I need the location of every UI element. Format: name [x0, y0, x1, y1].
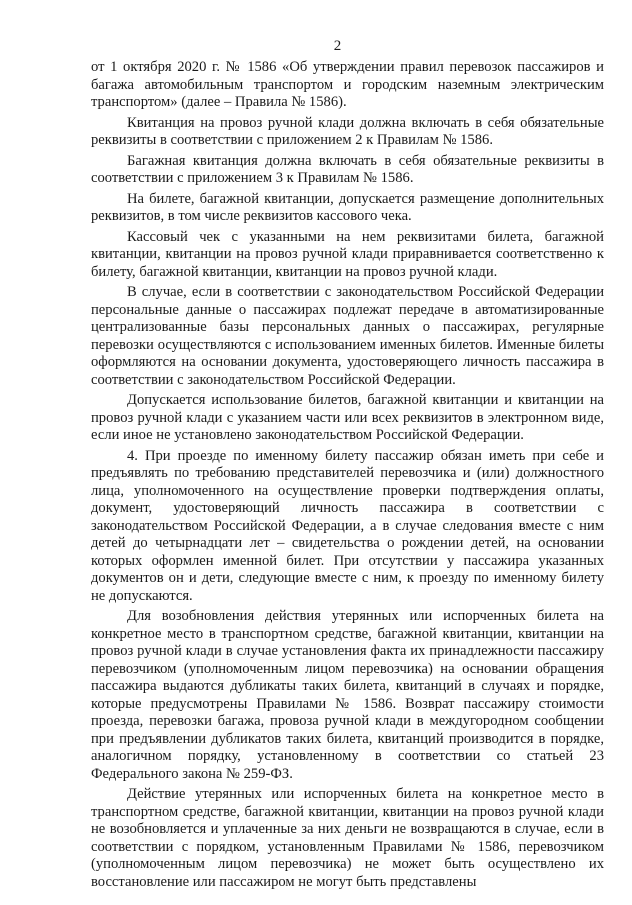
paragraph: Квитанция на провоз ручной клади должна включать в себя обязательные реквизиты в соответствии с приложением 2 к Правилам № 1586.	[91, 114, 604, 148]
paragraph: На билете, багажной квитанции, допускается размещение дополнительных реквизитов, в том числе реквизитов кассового чека.	[91, 190, 604, 224]
paragraph: Действие утерянных или испорченных билета на конкретное место в транспортном средстве, багажной квитанции, квитанции на провоз ручной клади не возобновляется и уплаченные за них деньги не возвращаются в случае, если в соответствии с порядком, установленным Правилами № 1586, перевозчиком (уполномоченным лицом перевозчика) не может быть осуществлено их восстановление или пассажиром не могут быть представлены	[91, 786, 604, 890]
paragraph-section-4: 4. При проезде по именному билету пассажир обязан иметь при себе и предъявлять по требованию представителей перевозчика и (или) должностного лица, уполномоченного на осуществление проверки подтверждения оплаты, документ, удостоверяющий личность пассажира в соответствии с законодательством Российской Федерации, а в случае следования вместе с ним детей до четырнадцати лет – свидетельства о рождении детей, на основании которых оформлен именной билет. При отсутствии у пассажира указанных документов он и дети, следующие вместе с ним, к проезду по именному билету не допускаются.	[91, 447, 604, 604]
document-body	[91, 59, 604, 891]
paragraph: В случае, если в соответствии с законодательством Российской Федерации персональные данные о пассажирах подлежат передаче в автоматизированные централизованные базы персональных данных о пассажирах, регулярные перевозки осуществляются с использованием именных билетов. Именные билеты оформляются на основании документа, удостоверяющего личность пассажира в соответствии с законодательством Российской Федерации.	[91, 284, 604, 388]
paragraph: Кассовый чек с указанными на нем реквизитами билета, багажной квитанции, квитанции на провоз ручной клади приравнивается соответственно к билету, багажной квитанции, квитанции на провоз ручной клади.	[91, 228, 604, 280]
paragraph: Допускается использование билетов, багажной квитанции и квитанции на провоз ручной клади с указанием части или всех реквизитов в электронном виде, если иное не установлено законодательством Российской Федерации.	[91, 392, 604, 443]
page-number: 2	[333, 38, 342, 54]
paragraph: Багажная квитанция должна включать в себя обязательные реквизиты в соответствии с приложением 3 к Правилам № 1586.	[91, 152, 604, 186]
paragraph: Для возобновления действия утерянных или испорченных билета на конкретное место в транспортном средстве, багажной квитанции, квитанции на провоз ручной клади в случае установления факта их принадлежности пассажиру перевозчиком (уполномоченным лицом перевозчика) на основании обращения пассажира выдаются дубликаты таких билета, квитанций в случаях и порядке, которые предусмотрены Правилами № 1586. Возврат пассажиру стоимости проезда, перевозки багажа, провоза ручной клади в междугородном сообщении при предъявлении дубликатов таких билета, квитанций производится в порядке, аналогичном порядку, установленному в соответствии со статьей 23 Федерального закона № 259-ФЗ.	[91, 608, 604, 782]
paragraph-continuation: от 1 октября 2020 г. № 1586 «Об утверждении правил перевозок пассажиров и багажа автомобильным транспортом и городским наземным электрическим транспортом» (далее – Правила № 1586).	[91, 59, 604, 110]
